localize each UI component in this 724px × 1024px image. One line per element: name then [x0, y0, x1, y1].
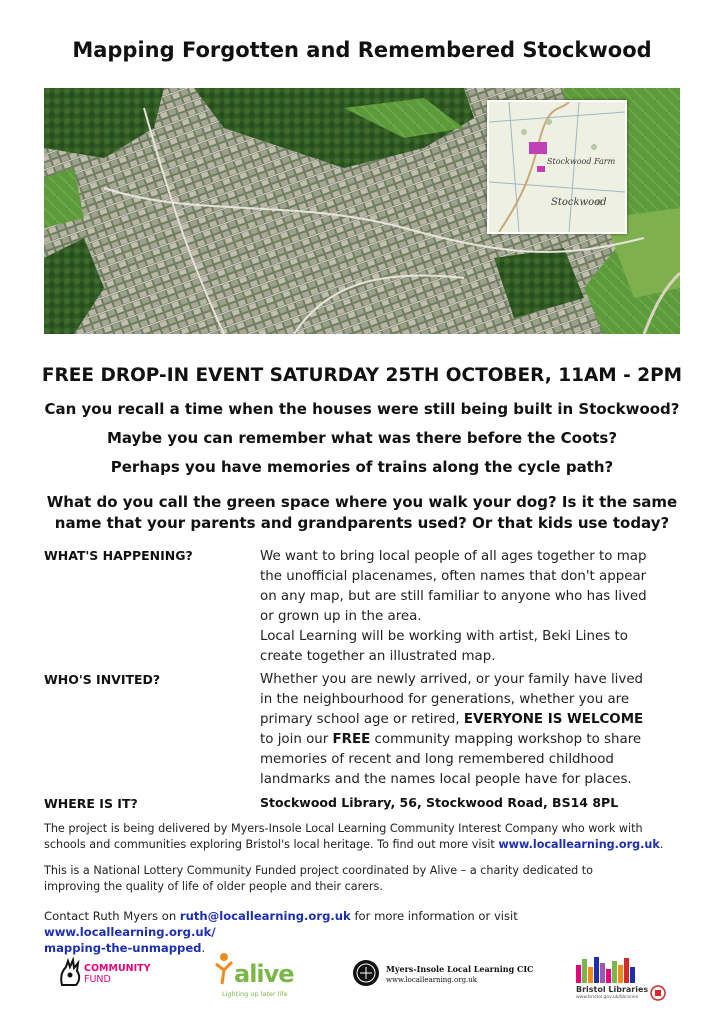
- myers-insole-url: www.locallearning.org.uk: [386, 976, 478, 984]
- whos-invited-text-segment: to join our: [260, 732, 333, 747]
- lottery-paragraph: [44, 863, 684, 895]
- whos-invited-label: WHO'S INVITED?: [44, 672, 161, 687]
- mapping-link-part-2[interactable]: mapping-the-unmapped: [44, 941, 202, 955]
- event-heading: FREE DROP-IN EVENT SATURDAY 25TH OCTOBER, 11AM - 2PM: [41, 365, 683, 386]
- myers-insole-logo: [352, 958, 542, 992]
- whos-invited-line: in the neighbourhood for generations, whether you are: [260, 692, 630, 707]
- question-3: Perhaps you have memories of trains along the cycle path?: [110, 458, 614, 476]
- whats-happening-line: or grown up in the area.: [260, 609, 422, 624]
- inset-label-farm: Stockwood Farm: [547, 157, 616, 166]
- whats-happening-line: on any map, but are still familiar to anyone who has lived: [260, 589, 647, 604]
- contact-text-segment: .: [201, 941, 206, 955]
- whos-invited-line: memories of recent and long remembered childhood: [260, 752, 614, 767]
- contact-line-1: [44, 908, 684, 940]
- lottery-line-2: improving the quality of life of older people and their carers.: [44, 880, 383, 893]
- project-line-2: [44, 837, 684, 853]
- whats-happening-line: create together an illustrated map.: [260, 649, 496, 664]
- contact-paragraph: [44, 908, 684, 956]
- bristol-libraries-name: Bristol Libraries: [576, 985, 649, 994]
- alive-logo: [214, 950, 304, 1002]
- contact-email-link[interactable]: ruth@locallearning.org.uk: [179, 909, 351, 923]
- where-label: WHERE IS IT?: [44, 796, 138, 811]
- myers-insole-name: Myers-Insole Local Learning CIC: [386, 964, 534, 974]
- whos-invited-text: [260, 670, 690, 790]
- bristol-libraries-url: www.bristol.gov.uk/libraries: [576, 995, 639, 1000]
- project-paragraph: [44, 821, 684, 853]
- aerial-map-image: [44, 88, 680, 334]
- whats-happening-line: Local Learning will be working with artist, Beki Lines to: [260, 629, 628, 644]
- community-fund-logo: [58, 955, 158, 995]
- contact-line-2: [44, 940, 684, 956]
- where-value: Stockwood Library, 56, Stockwood Road, BS14 8PL: [260, 795, 619, 810]
- question-4-line-1: What do you call the green space where you walk your dog? Is it the same: [46, 493, 678, 511]
- whos-invited-line: landmarks and the names local people have for places.: [260, 772, 632, 787]
- lottery-hand-icon: [58, 957, 84, 989]
- community-fund-line-1: COMMUNITY: [84, 963, 151, 974]
- whats-happening-label: WHAT'S HAPPENING?: [44, 548, 193, 563]
- community-fund-line-2: FUND: [84, 974, 111, 985]
- project-text-segment: schools and communities exploring Bristol's local heritage. To find out more visit: [44, 838, 499, 851]
- historic-map-graphic: [489, 102, 625, 232]
- inset-label-place: Stockwood: [551, 197, 607, 208]
- question-2: Maybe you can remember what was there before the Coots?: [106, 429, 618, 447]
- whos-invited-text-segment: primary school age or retired,: [260, 712, 464, 727]
- whats-happening-text: [260, 547, 690, 667]
- myers-insole-emblem-icon: [352, 959, 380, 987]
- whos-invited-text-segment: community mapping workshop to share: [370, 732, 642, 747]
- alive-wordmark: alive: [234, 960, 294, 988]
- question-4-line-2: name that your parents and grandparents used? Or that kids use today?: [54, 514, 670, 532]
- question-4: [40, 492, 684, 534]
- mapping-link-part-1[interactable]: www.locallearning.org.uk/: [44, 925, 216, 939]
- whos-invited-line: [260, 730, 690, 750]
- bristol-books-icon: [574, 955, 642, 983]
- project-line-1: The project is being delivered by Myers-Insole Local Learning Community Interest Company who work with: [44, 822, 643, 835]
- free-emphasis: FREE: [332, 732, 371, 747]
- historic-map-inset: [487, 100, 627, 234]
- alive-figure-icon: [214, 952, 236, 986]
- alive-tagline: Lighting up later life: [222, 990, 288, 998]
- whos-invited-line: [260, 710, 690, 730]
- everyone-welcome-emphasis: EVERYONE IS WELCOME: [463, 712, 644, 727]
- lottery-line-1: This is a National Lottery Community Funded project coordinated by Alive – a charity dedicated to: [44, 864, 593, 877]
- contact-text-segment: Contact Ruth Myers on: [44, 909, 180, 923]
- page-title: Mapping Forgotten and Remembered Stockwood: [72, 38, 652, 62]
- contact-text-segment: for more information or visit: [350, 909, 518, 923]
- project-text-segment: .: [659, 838, 664, 851]
- whats-happening-line: We want to bring local people of all ages together to map: [260, 549, 647, 564]
- whos-invited-line: Whether you are newly arrived, or your family have lived: [260, 672, 644, 687]
- whats-happening-line: the unofficial placenames, often names that don't appear: [260, 569, 647, 584]
- question-1: Can you recall a time when the houses were still being built in Stockwood?: [44, 400, 680, 418]
- bristol-crest-icon: [650, 985, 666, 1001]
- bristol-libraries-logo: [574, 955, 670, 1005]
- locallearning-link[interactable]: www.locallearning.org.uk: [498, 838, 660, 851]
